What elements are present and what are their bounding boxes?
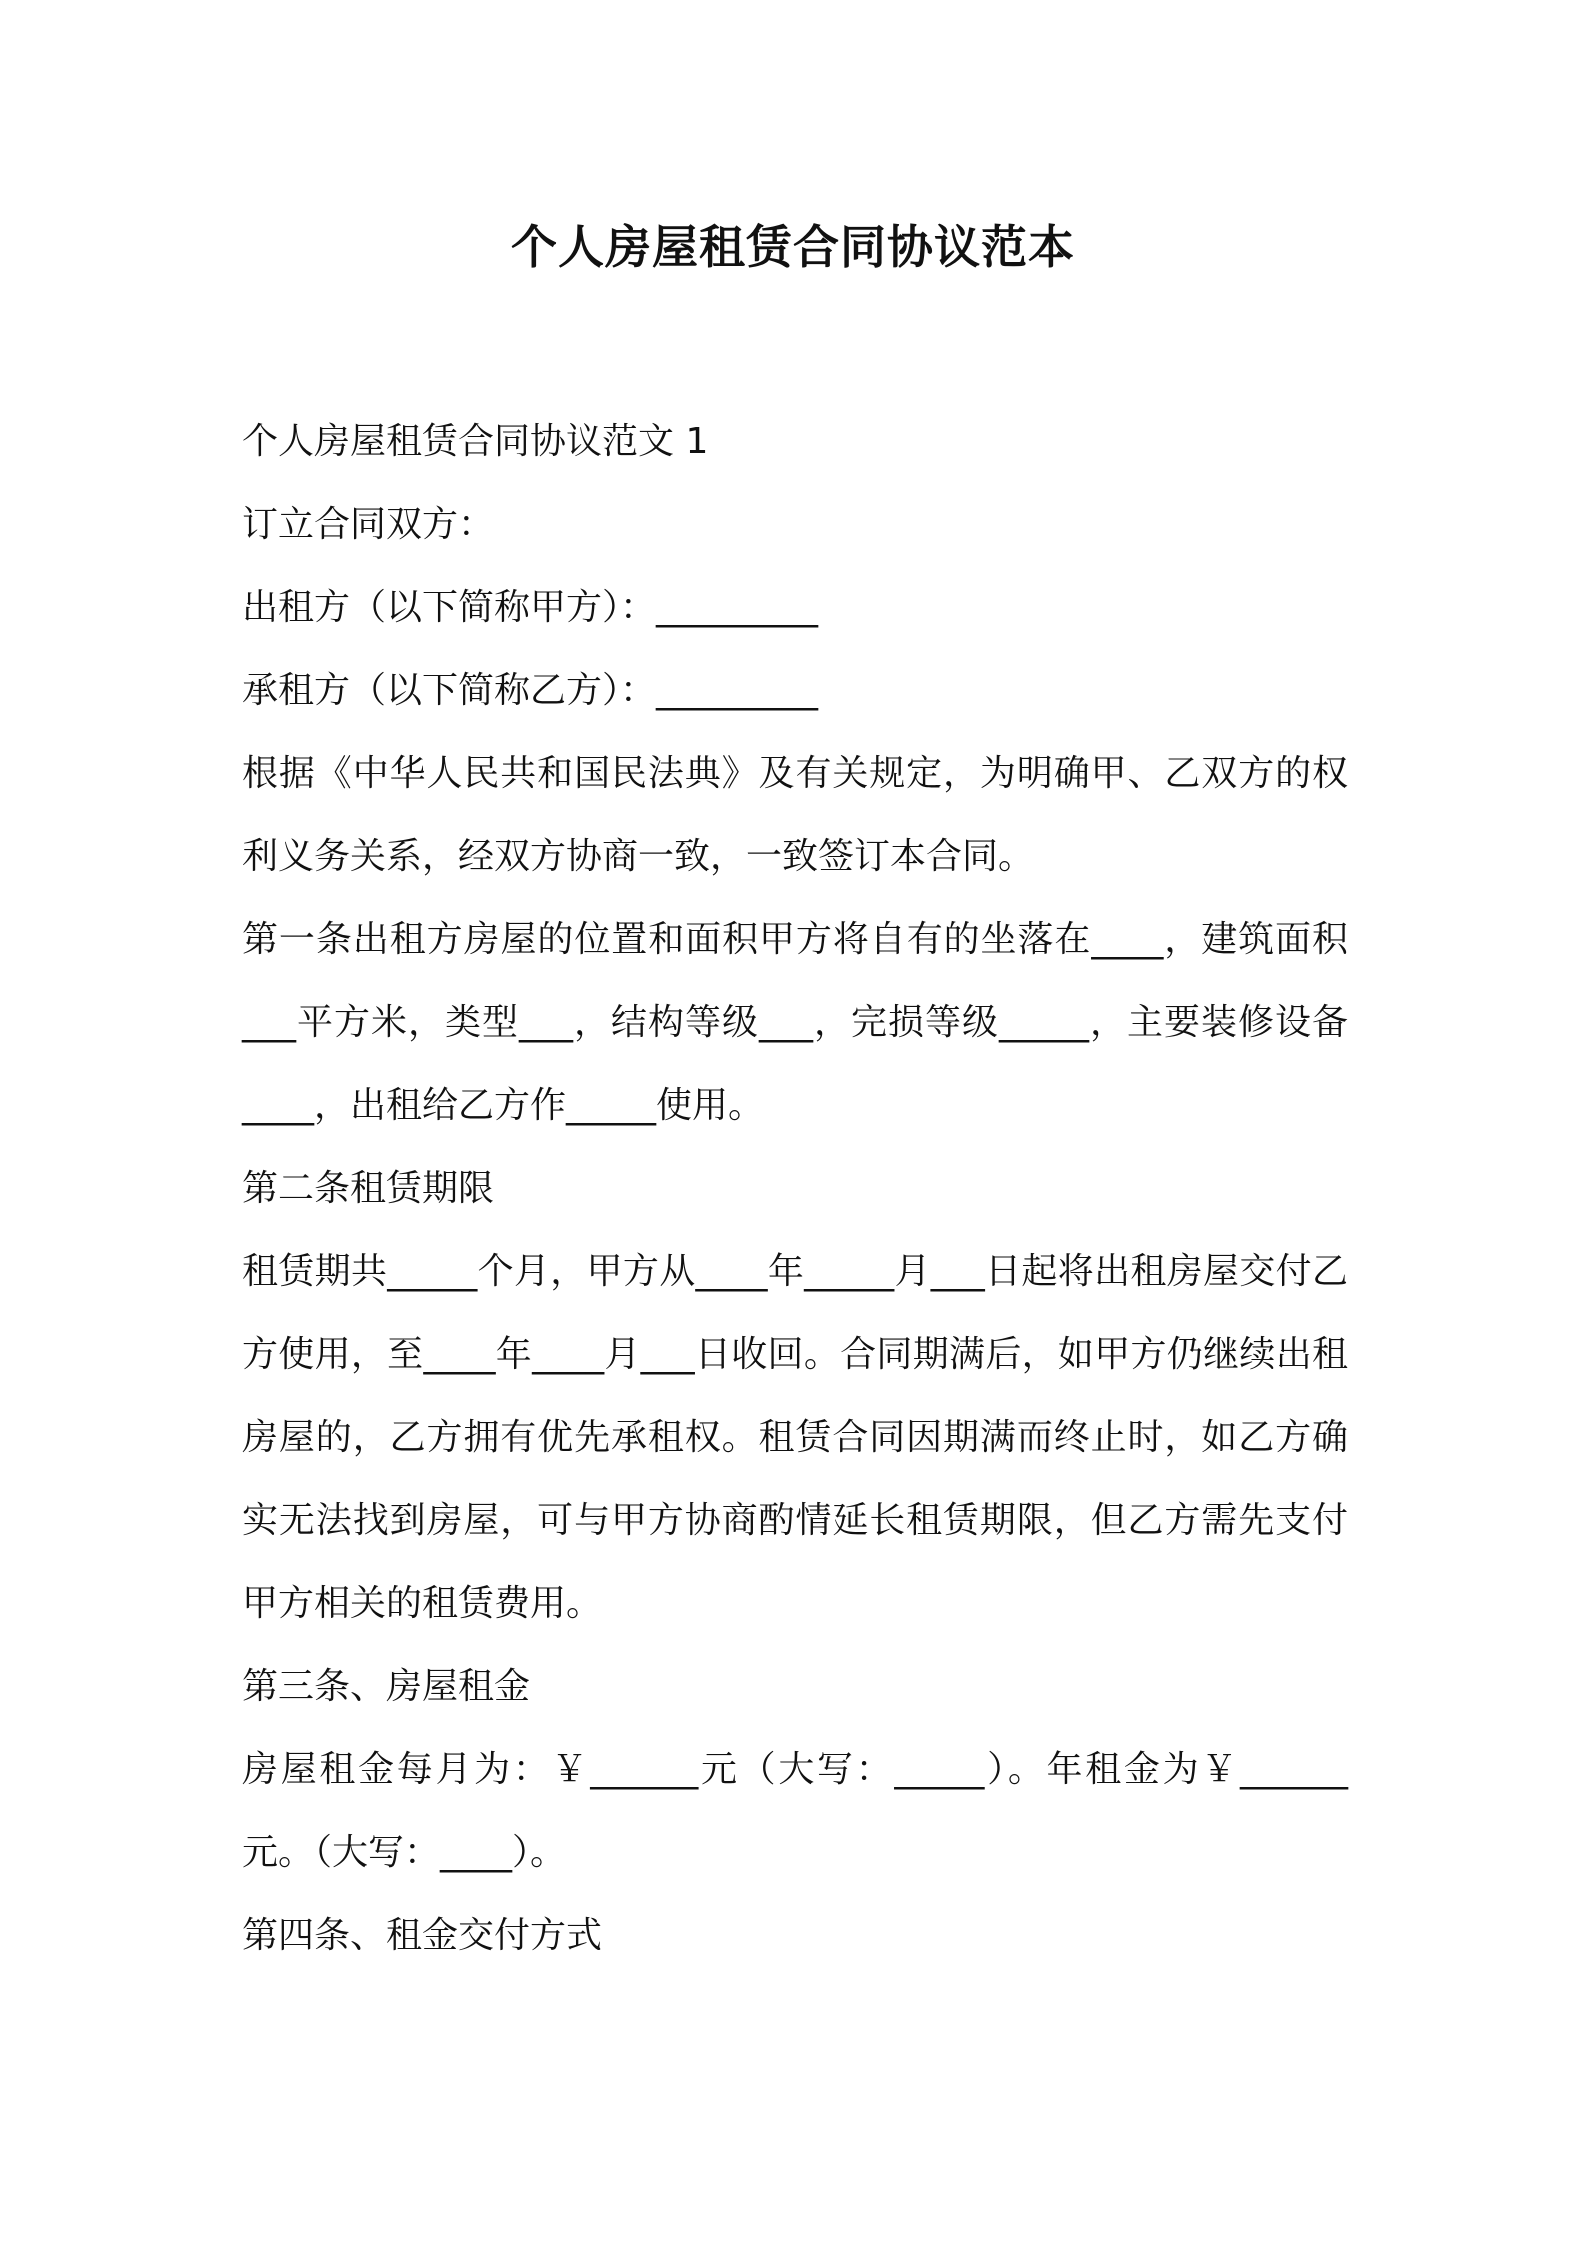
- article-2-paragraph: 租赁期共_____个月，甲方从____年_____月___日起将出租房屋交付乙方使用，至____年____月___日收回。合同期满后，如甲方仍继续出租房屋的，乙方拥有优先承租权。租赁合同因期满而终止时，如乙方确实无法找到房屋，可与甲方协商酌情延长租赁期限，但乙方需先支付甲方相关的租赁费用。: [242, 1251, 1348, 1624]
- lessee-line: 承租方（以下简称乙方）：_________: [242, 670, 819, 711]
- preamble-paragraph: 根据《中华人民共和国民法典》及有关规定，为明确甲、乙双方的权利义务关系，经双方协商一致，一致签订本合同。: [242, 753, 1348, 877]
- document-title: 个人房屋租赁合同协议范本: [511, 220, 1075, 274]
- article-3-paragraph: 房屋租金每月为：￥______元（大写：_____）。年租金为￥______元。（大写：____）。: [242, 1749, 1348, 1873]
- lessor-line: 出租方（以下简称甲方）：_________: [242, 587, 819, 628]
- article-4-heading: 第四条、租金交付方式: [242, 1915, 603, 1956]
- article-2-heading: 第二条租赁期限: [242, 1168, 495, 1209]
- article-3-heading: 第三条、房屋租金: [242, 1666, 531, 1707]
- section-heading: 个人房屋租赁合同协议范文 1: [242, 421, 709, 462]
- document-body: [242, 400, 1348, 1977]
- contract-parties-label: 订立合同双方：: [242, 504, 495, 545]
- article-1-paragraph: 第一条出租方房屋的位置和面积甲方将自有的坐落在____，建筑面积___平方米，类型___，结构等级___，完损等级_____，主要装修设备____，出租给乙方作_____使用。: [242, 919, 1348, 1126]
